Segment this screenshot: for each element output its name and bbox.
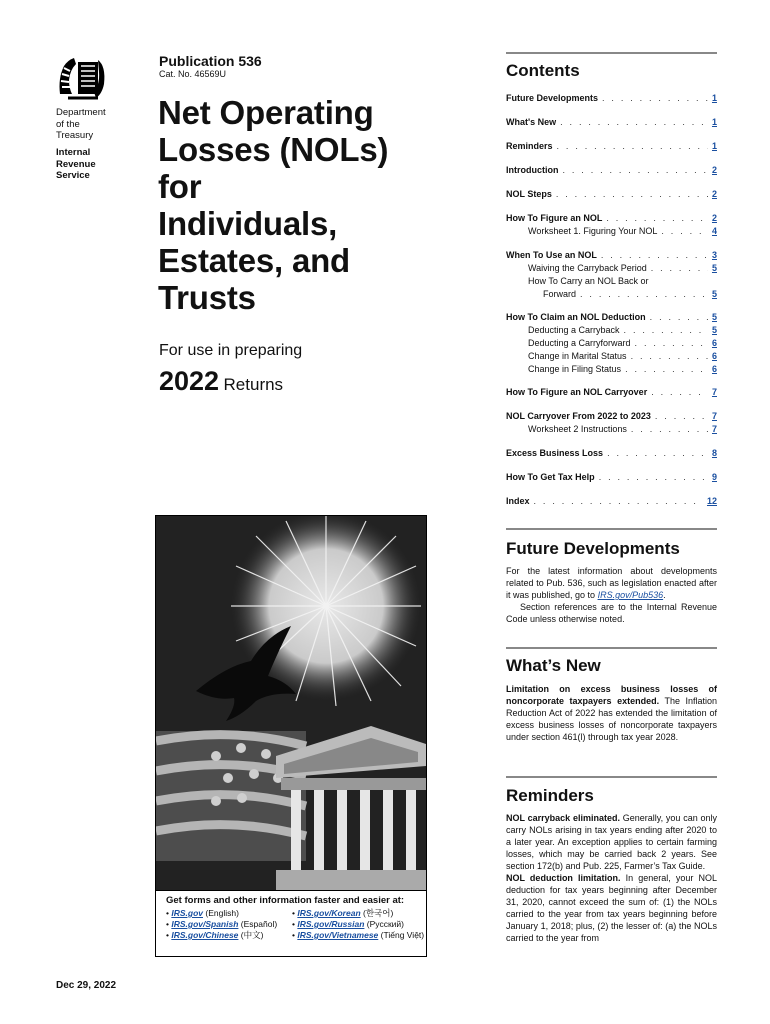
link-row: • IRS.gov/Chinese (中文) — [166, 930, 264, 940]
toc-entry[interactable] — [506, 496, 717, 506]
reminders-heading: Reminders — [506, 786, 594, 805]
irs-korean-link[interactable]: IRS.gov/Korean — [297, 908, 361, 918]
irs-vietnamese-link[interactable]: IRS.gov/Vietnamese — [297, 930, 379, 940]
toc-leader-dots — [556, 189, 708, 199]
link-row: • IRS.gov/Spanish (Español) — [166, 919, 278, 929]
contents-heading: Contents — [506, 61, 580, 80]
pub536-link[interactable]: IRS.gov/Pub536 — [597, 590, 664, 600]
future-developments-text: For the latest information about developments related to Pub. 536, such as legislation enacted after it was published, go to IRS.gov/Pub536. Section references are to the Internal Revenue Code unless otherwise noted. — [506, 566, 717, 624]
irs-russian-link[interactable]: IRS.gov/Russian — [297, 919, 365, 929]
toc-entry[interactable] — [506, 226, 717, 236]
toc-entry-label: NOL Carryover From 2022 to 2023 — [506, 411, 651, 421]
toc-page-link[interactable]: 9 — [711, 472, 717, 482]
get-forms-box — [156, 890, 426, 956]
toc-entry-label: How To Carry an NOL Back or — [528, 276, 649, 286]
toc-leader-dots — [635, 338, 708, 348]
toc-entry[interactable] — [506, 276, 717, 286]
toc-entry-label: When To Use an NOL — [506, 250, 597, 260]
toc-leader-dots — [534, 496, 703, 506]
toc-leader-dots — [625, 364, 708, 374]
divider — [506, 52, 717, 54]
toc-leader-dots — [631, 424, 708, 434]
irs-chinese-link[interactable]: IRS.gov/Chinese — [171, 930, 239, 940]
toc-leader-dots — [624, 325, 708, 335]
toc-entry-label: Change in Filing Status — [528, 364, 622, 374]
toc-entry[interactable] — [506, 250, 717, 260]
toc-entry[interactable] — [506, 448, 717, 458]
toc-page-link[interactable]: 1 — [711, 93, 717, 103]
divider — [506, 647, 717, 649]
toc-page-link[interactable]: 2 — [711, 165, 717, 175]
reminders-text: NOL carryback eliminated. Generally, you can only carry NOLs arising in tax years ending after 2020 to a later year. An exception applies to certain farming losses, which may be carried back 2 years. See section 172(b) and Pub. 225, Farmer’s Tax Guide. NOL deduction limitation. In general, your NOL deduction for tax years beginning after December 31, 2020, cannot exceed the sum of: (1) the NOLs carried to the year from tax years beginning before January 1, 2018; plus, (2) the lesser of: (a) the NOLs carried to the year from — [506, 813, 717, 943]
toc-page-link[interactable]: 1 — [711, 117, 717, 127]
toc-entry[interactable] — [506, 424, 717, 434]
toc-entry[interactable] — [506, 312, 717, 322]
toc-entry-label: What's New — [506, 117, 557, 127]
whats-new-heading: What’s New — [506, 656, 601, 675]
toc-leader-dots — [563, 165, 708, 175]
toc-leader-dots — [655, 411, 708, 421]
toc-leader-dots — [631, 351, 708, 361]
toc-entry-label: How To Claim an NOL Deduction — [506, 312, 646, 322]
toc-entry[interactable] — [506, 263, 717, 273]
toc-entry-label: Future Developments — [506, 93, 599, 103]
toc-leader-dots — [651, 263, 708, 273]
fireworks-eagle-capitol-image — [156, 516, 426, 890]
toc-page-link[interactable]: 7 — [711, 387, 717, 397]
toc-page-link[interactable]: 5 — [711, 312, 717, 322]
toc-leader-dots — [599, 472, 708, 482]
for-use-label: For use in preparing — [159, 342, 303, 359]
toc-page-link[interactable]: 7 — [711, 411, 717, 421]
toc-page-link[interactable]: 5 — [711, 325, 717, 335]
toc-entry[interactable] — [506, 289, 717, 299]
toc-page-link[interactable]: 2 — [711, 189, 717, 199]
toc-entry-label: Worksheet 2 Instructions — [528, 424, 627, 434]
toc-entry-label: Reminders — [506, 141, 553, 151]
divider — [506, 776, 717, 778]
toc-page-link[interactable]: 4 — [711, 226, 717, 236]
toc-leader-dots — [557, 141, 708, 151]
department-of-treasury: Department of the Treasury — [56, 107, 106, 141]
tax-year — [159, 366, 283, 397]
toc-leader-dots — [650, 312, 708, 322]
toc-entry[interactable] — [506, 141, 717, 151]
returns-label: Returns — [223, 375, 284, 394]
toc-entry[interactable] — [506, 351, 717, 361]
irs-spanish-link[interactable]: IRS.gov/Spanish — [171, 919, 239, 929]
toc-entry[interactable] — [506, 165, 717, 175]
toc-entry[interactable] — [506, 338, 717, 348]
toc-entry[interactable] — [506, 387, 717, 397]
toc-entry-label: Introduction — [506, 165, 559, 175]
toc-entry-label: Worksheet 1. Figuring Your NOL — [528, 226, 658, 236]
toc-page-link[interactable]: 5 — [711, 289, 717, 299]
toc-leader-dots — [606, 213, 708, 223]
toc-leader-dots — [651, 387, 708, 397]
whats-new-text: Limitation on excess business losses of noncorporate taxpayers extended. The Inflation Reduction Act of 2022 has extended the limitation of excess business losses of noncorporate taxpayers under section 461(l) through tax year 2028. — [506, 684, 718, 742]
divider — [506, 528, 717, 530]
links-right — [292, 908, 425, 941]
toc-page-link[interactable]: 7 — [711, 424, 717, 434]
toc-leader-dots — [661, 226, 708, 236]
toc-entry-label: Deducting a Carryforward — [528, 338, 631, 348]
toc-page-link[interactable]: 3 — [711, 250, 717, 260]
irs-eagle-logo — [54, 54, 108, 102]
toc-entry[interactable] — [506, 325, 717, 335]
toc-entry-label: Waiving the Carryback Period — [528, 263, 647, 273]
internal-revenue-service: Internal Revenue Service — [56, 147, 96, 181]
toc-entry-label: How To Get Tax Help — [506, 472, 595, 482]
toc-entry[interactable] — [506, 213, 717, 223]
toc-entry-label: How To Figure an NOL Carryover — [506, 387, 648, 397]
toc-page-link[interactable]: 6 — [711, 351, 717, 361]
toc-page-link[interactable]: 8 — [711, 448, 717, 458]
toc-entry[interactable] — [506, 472, 717, 482]
future-developments-heading: Future Developments — [506, 539, 680, 558]
tax-year-number: 2022 — [159, 366, 220, 396]
toc-page-link[interactable]: 6 — [711, 338, 717, 348]
toc-entry-label: How To Figure an NOL — [506, 213, 603, 223]
toc-page-link[interactable]: 12 — [706, 496, 717, 506]
toc-entry[interactable] — [506, 189, 717, 199]
toc-page-link[interactable]: 1 — [711, 141, 717, 151]
toc-entry[interactable] — [506, 93, 717, 103]
link-row: • IRS.gov (English) — [166, 908, 239, 918]
toc-entry-label: Change in Marital Status — [528, 351, 627, 361]
toc-page-link[interactable]: 2 — [711, 213, 717, 223]
catalog-number: Cat. No. 46569U — [159, 69, 227, 79]
toc-leader-dots — [580, 289, 708, 299]
toc-entry[interactable] — [506, 117, 717, 127]
link-row: • IRS.gov/Russian (Русский) — [292, 919, 404, 929]
toc-leader-dots — [560, 117, 708, 127]
links-left — [166, 908, 286, 941]
get-forms-heading: Get forms and other information faster and easier at: — [166, 895, 405, 906]
link-row: • IRS.gov/Korean (한국어) — [292, 908, 394, 918]
toc-page-link[interactable]: 5 — [711, 263, 717, 273]
toc-entry-label: NOL Steps — [506, 189, 552, 199]
publication-number: Publication 536 — [159, 53, 262, 69]
publication-date: Dec 29, 2022 — [56, 980, 117, 991]
link-row: • IRS.gov/Vietnamese (Tiếng Việt) — [292, 930, 425, 940]
cover-photo — [155, 515, 427, 957]
toc-entry[interactable] — [506, 411, 717, 421]
toc-leader-dots — [601, 250, 708, 260]
toc-entry-label: Index — [506, 496, 530, 506]
toc-entry[interactable] — [506, 364, 717, 374]
toc-entry-label: Excess Business Loss — [506, 448, 604, 458]
page-title: Net Operating Losses (NOLs) for Individuals, Estates, and Trusts — [158, 94, 389, 316]
irs-link[interactable]: IRS.gov — [171, 908, 203, 918]
toc-leader-dots — [602, 93, 708, 103]
toc-page-link[interactable]: 6 — [711, 364, 717, 374]
toc-entry-label: Deducting a Carryback — [528, 325, 620, 335]
toc-entry-label: Forward — [543, 289, 577, 299]
toc-leader-dots — [607, 448, 708, 458]
